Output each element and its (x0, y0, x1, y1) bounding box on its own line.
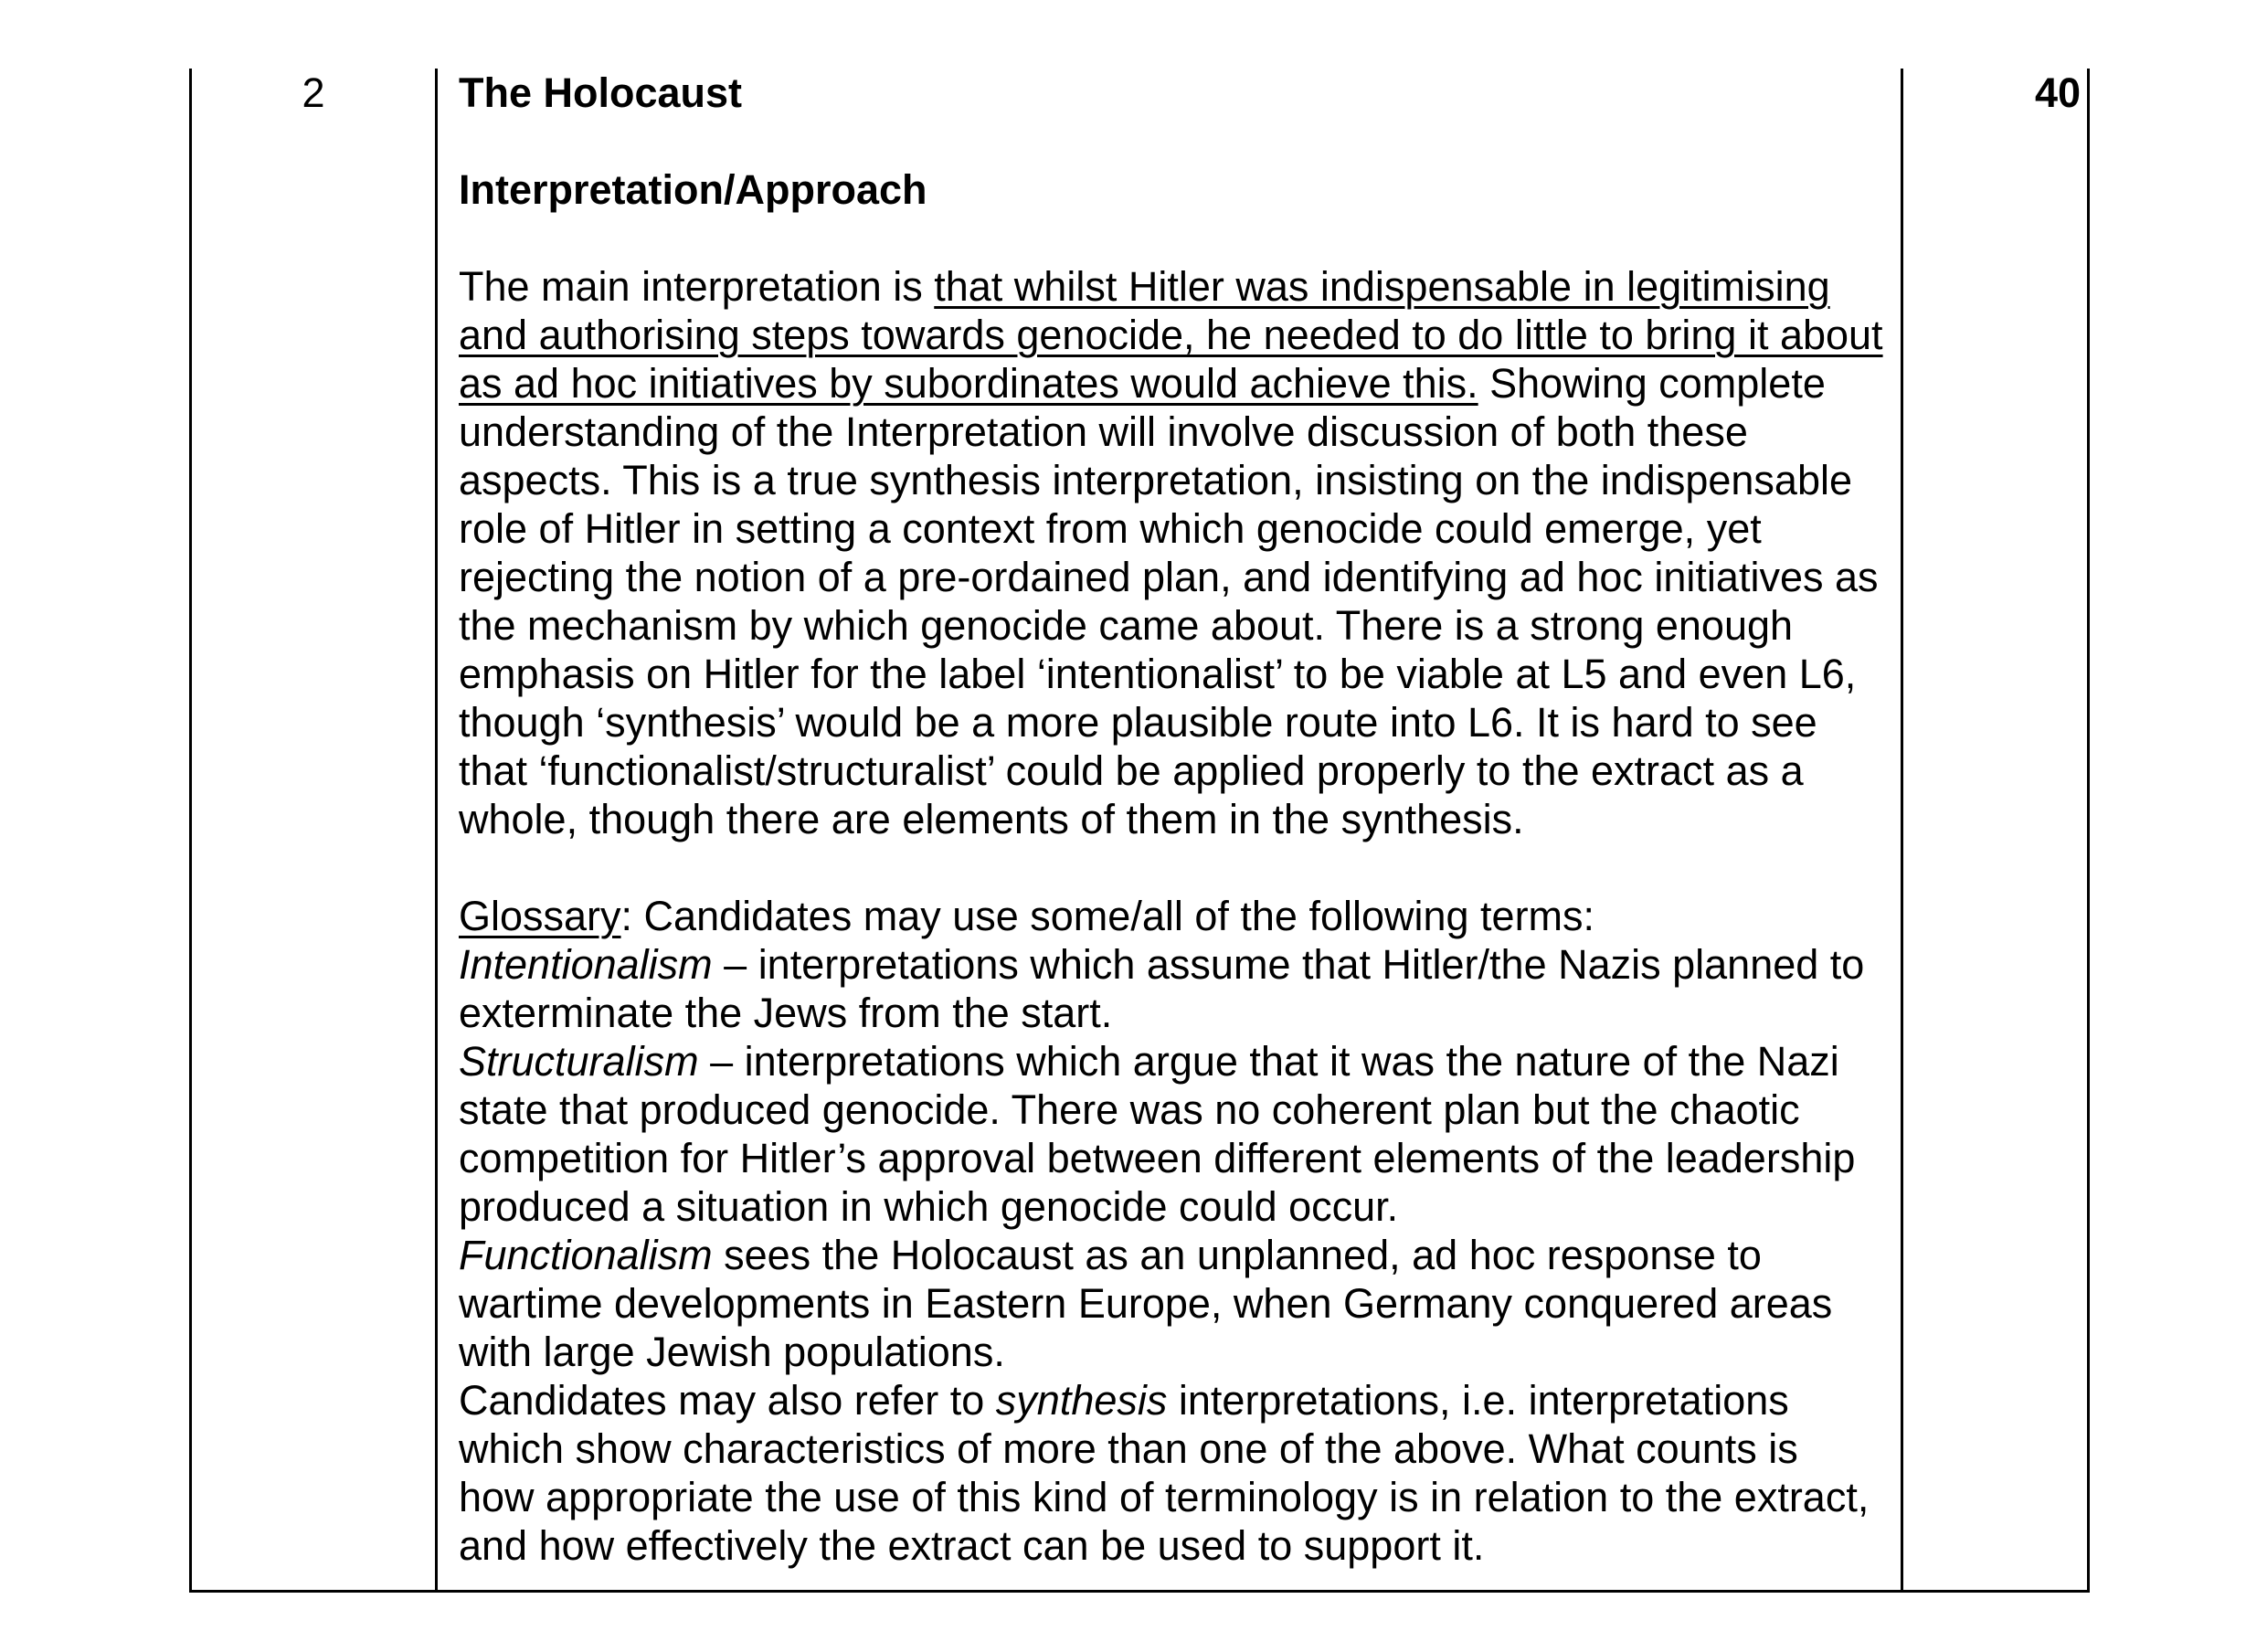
interpretation-intro: The main interpretation is (459, 263, 935, 310)
interpretation-paragraph (459, 262, 1884, 843)
functionalism-term: Functionalism (459, 1232, 713, 1278)
interpretation-underlined: that whilst Hitler was indispensable in legitimising and authorising steps towards genocide, he needed to do little to bring it about as ad hoc initiatives by subordinates would achieve this. (459, 263, 1883, 407)
glossary-item-intentionalism (459, 940, 1884, 1037)
question-number: 2 (302, 69, 325, 116)
question-marks: 40 (2034, 69, 2081, 116)
glossary-label: Glossary (459, 893, 621, 939)
glossary-intro: : Candidates may use some/all of the following terms: (620, 893, 1595, 939)
synthesis-before: Candidates may also refer to (459, 1377, 996, 1424)
synthesis-term: synthesis (995, 1377, 1168, 1424)
question-content (459, 69, 1884, 1570)
column-divider (435, 69, 438, 1590)
intentionalism-definition: – interpretations which assume that Hitler/the Nazis planned to exterminate the Jews from the start. (459, 941, 1865, 1036)
interpretation-rest: Showing complete understanding of the Interpretation will involve discussion of both these aspects. This is a true synthesis interpretation, insisting on the indispensable role of Hitler in setting a context from which genocide could emerge, yet rejecting the notion of a pre-ordained plan, and identifying ad hoc initiatives as the mechanism by which genocide came about. There is a strong enough emphasis on Hitler for the label ‘intentionalist’ to be viable at L5 and even L6, though ‘synthesis’ would be a more plausible route into L6. It is hard to see that ‘functionalist/structuralist’ could be applied properly to the extract as a whole, though there are elements of them in the synthesis. (459, 360, 1879, 842)
structuralism-definition: – interpretations which argue that it was the nature of the Nazi state that produced genocide. There was no coherent plan but the chaotic competition for Hitler’s approval between different elements of the leadership produced a situation in which genocide could occur. (459, 1038, 1856, 1230)
structuralism-term: Structuralism (459, 1038, 699, 1085)
glossary-item-synthesis (459, 1376, 1884, 1570)
glossary-item-structuralism (459, 1037, 1884, 1231)
functionalism-definition: sees the Holocaust as an unplanned, ad hoc response to wartime developments in Eastern Europe, when Germany conquered areas with large Jewish populations. (459, 1232, 1833, 1375)
intentionalism-term: Intentionalism (459, 941, 713, 988)
glossary-section (459, 892, 1884, 1570)
synthesis-after: interpretations, i.e. interpretations which show characteristics of more than one of the above. What counts is how appropriate the use of this kind of terminology is in relation to the extract, and how effectively the extract can be used to support it. (459, 1377, 1870, 1569)
glossary-item-functionalism (459, 1231, 1884, 1376)
question-title: The Holocaust (459, 69, 743, 116)
interpretation-heading: Interpretation/Approach (459, 166, 927, 213)
column-divider (1901, 69, 1903, 1590)
mark-scheme-table (189, 69, 2090, 1593)
glossary-intro-line (459, 892, 1884, 940)
